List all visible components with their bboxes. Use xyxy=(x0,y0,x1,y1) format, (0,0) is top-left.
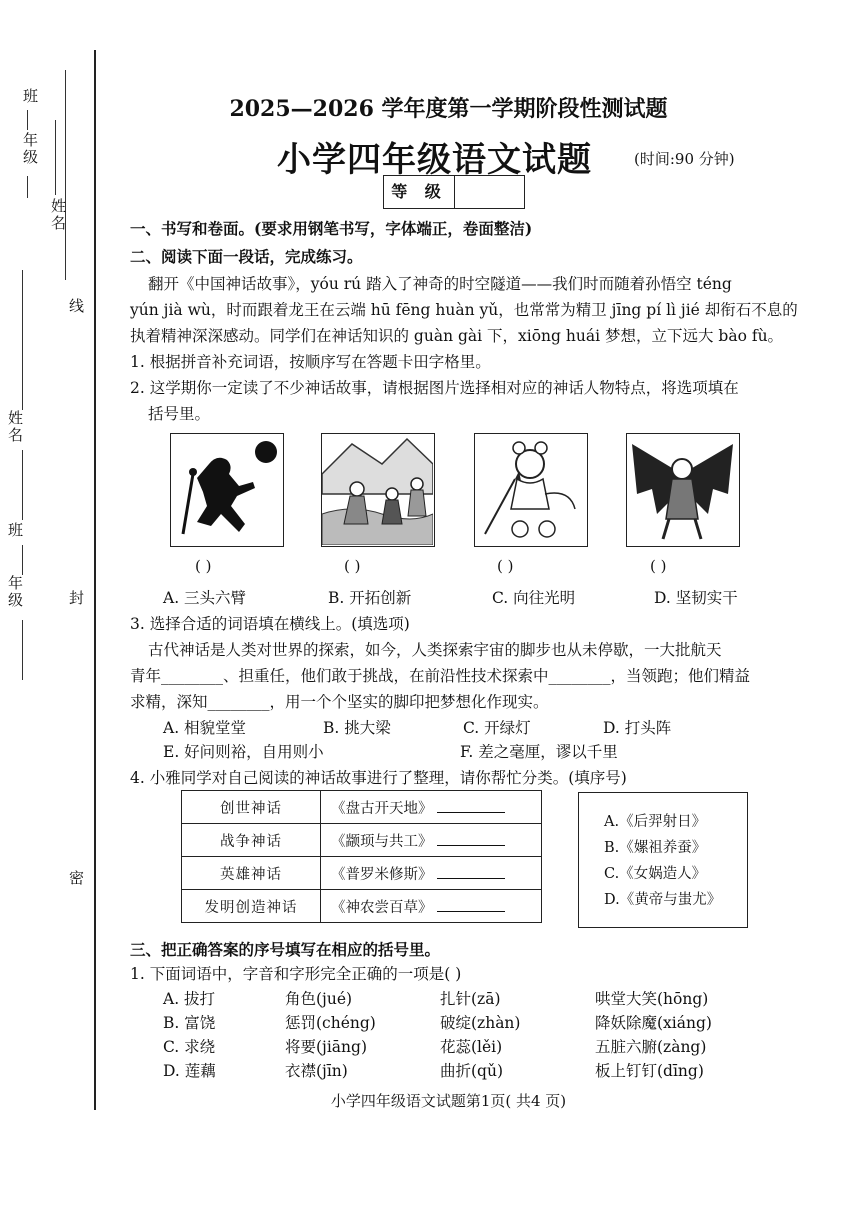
choice-d-word1: D. 莲藕 xyxy=(163,1062,216,1080)
myth-title: 《颛顼与共工》 xyxy=(331,833,433,850)
exam-title-line1: 2025—2026 学年度第一学期阶段性测试题 xyxy=(229,96,668,122)
seal-mi: 密 xyxy=(67,870,85,887)
myth-options-box xyxy=(578,792,748,928)
exam-time: (时间:90 分钟) xyxy=(634,150,735,168)
choice-b-word1: B. 富饶 xyxy=(163,1014,216,1032)
choice-a-word2: 角色(jué) xyxy=(285,990,353,1008)
myth-title: 《普罗米修斯》 xyxy=(331,866,433,883)
passage-line-1: 翻开《中国神话故事》，yóu rú 踏入了神奇的时空隧道——我们时而随着孙悟空 téng xyxy=(148,275,732,293)
exam-title-line2: 小学四年级语文试题 xyxy=(277,140,592,180)
grade-box xyxy=(383,175,525,209)
nezha-warrior-icon xyxy=(474,433,588,547)
choice-b-word4: 降妖除魔(xiáng) xyxy=(595,1014,712,1032)
winged-demon-icon xyxy=(626,433,740,547)
outer-name-blank xyxy=(55,120,56,195)
q3-passage-line-2: 青年________、担重任，他们敢于挑战，在前沿性技术探索中________，当领跑；他们精益 xyxy=(130,667,751,685)
myth-category: 创世神话 xyxy=(182,791,321,824)
question-2-4: 4. 小雅同学对自己阅读的神话故事进行了整理，请你帮忙分类。(填序号) xyxy=(130,769,627,787)
inner-class-blank xyxy=(22,450,23,520)
choice-c-word1: C. 求绕 xyxy=(163,1038,216,1056)
myth-option-c: C.《女娲造人》 xyxy=(604,866,707,882)
q3-option-b: B. 挑大梁 xyxy=(323,719,391,737)
option-a: A. 三头六臂 xyxy=(163,589,247,607)
table-row xyxy=(182,890,542,923)
picture-3-answer-paren[interactable]: ( ) xyxy=(497,557,514,575)
picture-2-answer-paren[interactable]: ( ) xyxy=(344,557,361,575)
inner-name-label: 姓名 xyxy=(6,410,24,444)
choice-b-word2: 惩罚(chéng) xyxy=(285,1014,376,1032)
inner-grade-label: 年级 xyxy=(6,575,24,609)
q3-option-f: F. 差之毫厘，谬以千里 xyxy=(460,743,618,761)
option-c: C. 向往光明 xyxy=(492,589,576,607)
answer-blank[interactable] xyxy=(437,798,505,813)
choice-d-word3: 曲折(qǔ) xyxy=(440,1062,503,1080)
table-row xyxy=(182,791,542,824)
grade-value-cell[interactable] xyxy=(455,176,524,208)
outer-grade-label: 年级 xyxy=(21,132,39,166)
question-2-1: 1. 根据拼音补充词语，按顺序写在答题卡田字格里。 xyxy=(130,353,491,371)
myth-category: 发明创造神话 xyxy=(182,890,321,923)
myth-title-cell[interactable] xyxy=(321,824,542,857)
answer-blank[interactable] xyxy=(437,831,505,846)
myth-title: 《神农尝百草》 xyxy=(331,899,433,916)
myth-category: 英雄神话 xyxy=(182,857,321,890)
choice-d-word4: 板上钉钉(dīng) xyxy=(595,1062,704,1080)
choice-c-word2: 将要(jiāng) xyxy=(285,1038,368,1056)
choice-c-word3: 花蕊(lěi) xyxy=(440,1038,503,1056)
question-2-3: 3. 选择合适的词语填在横线上。(填选项) xyxy=(130,615,410,633)
myth-title: 《盘古开天地》 xyxy=(331,800,433,817)
outer-grade-blank xyxy=(27,176,28,198)
passage-line-2: yún jià wù，时而跟着龙王在云端 hū fēng huàn yǔ，也常常为精卫 jīng pí lì jié 却衔石不息的 xyxy=(130,301,798,319)
q3-option-a: A. 相貌堂堂 xyxy=(163,719,247,737)
choice-b-word3: 破绽(zhàn) xyxy=(440,1014,521,1032)
question-2-2-line2: 括号里。 xyxy=(148,405,211,423)
myth-option-d: D.《黄帝与蚩尤》 xyxy=(604,892,722,908)
picture-1-answer-paren[interactable]: ( ) xyxy=(195,557,212,575)
myth-title-cell[interactable] xyxy=(321,890,542,923)
section1-heading: 一、书写和卷面。(要求用钢笔书写，字体端正，卷面整洁) xyxy=(130,219,533,238)
option-d: D. 坚韧实干 xyxy=(654,589,738,607)
option-b: B. 开拓创新 xyxy=(328,589,412,607)
table-row xyxy=(182,857,542,890)
binding-line xyxy=(94,50,96,1110)
answer-blank[interactable] xyxy=(437,897,505,912)
table-row xyxy=(182,824,542,857)
seal-feng: 封 xyxy=(67,590,85,607)
picture-4-answer-paren[interactable]: ( ) xyxy=(650,557,667,575)
page-footer: 小学四年级语文试题第1页( 共4 页) xyxy=(330,1092,567,1110)
yugong-moving-mountain-icon xyxy=(321,433,435,547)
q3-passage-line-1: 古代神话是人类对世界的探索，如今，人类探索宇宙的脚步也从未停歇，一大批航天 xyxy=(148,641,722,659)
seal-xian: 线 xyxy=(67,298,85,315)
choice-a-word4: 哄堂大笑(hōng) xyxy=(595,990,709,1008)
outer-name-label: 姓名 xyxy=(49,198,67,232)
section3-heading: 三、把正确答案的序号填写在相应的括号里。 xyxy=(130,940,441,959)
grade-label: 等 级 xyxy=(384,176,455,208)
q3-option-c: C. 开绿灯 xyxy=(463,719,531,737)
choice-c-word4: 五脏六腑(zàng) xyxy=(595,1038,707,1056)
outer-class-label: 班 xyxy=(21,88,39,105)
myth-option-a: A.《后羿射日》 xyxy=(604,814,707,830)
question-3-1: 1. 下面词语中，字音和字形完全正确的一项是( ) xyxy=(130,965,462,983)
question-2-2-line1: 2. 这学期你一定读了不少神话故事，请根据图片选择相对应的神话人物特点，将选项填在 xyxy=(130,379,739,397)
myth-title-cell[interactable] xyxy=(321,791,542,824)
myth-category: 战争神话 xyxy=(182,824,321,857)
section2-heading: 二、阅读下面一段话，完成练习。 xyxy=(130,247,363,266)
myth-option-b: B.《嫘祖养蚕》 xyxy=(604,840,707,856)
inner-grade-blank-top xyxy=(22,545,23,575)
choice-a-word3: 扎针(zā) xyxy=(440,990,501,1008)
inner-class-label: 班 xyxy=(6,522,24,539)
choice-d-word2: 衣襟(jīn) xyxy=(285,1062,348,1080)
choice-a-word1: A. 拔打 xyxy=(163,990,216,1008)
q3-passage-line-3: 求精，深知________，用一个个坚实的脚印把梦想化作现实。 xyxy=(130,693,549,711)
passage-line-3: 执着精神深深感动。同学们在神话知识的 guàn gài 下，xiōng huái 梦想，立下远大 bào fù。 xyxy=(130,327,784,345)
answer-blank[interactable] xyxy=(437,864,505,879)
inner-name-blank xyxy=(22,270,23,410)
myth-title-cell[interactable] xyxy=(321,857,542,890)
q3-option-d: D. 打头阵 xyxy=(603,719,672,737)
inner-grade-blank xyxy=(22,620,23,680)
kuafu-running-silhouette-icon xyxy=(170,433,284,547)
myth-classification-table xyxy=(181,790,542,923)
q3-option-e: E. 好问则裕，自用则小 xyxy=(163,743,324,761)
